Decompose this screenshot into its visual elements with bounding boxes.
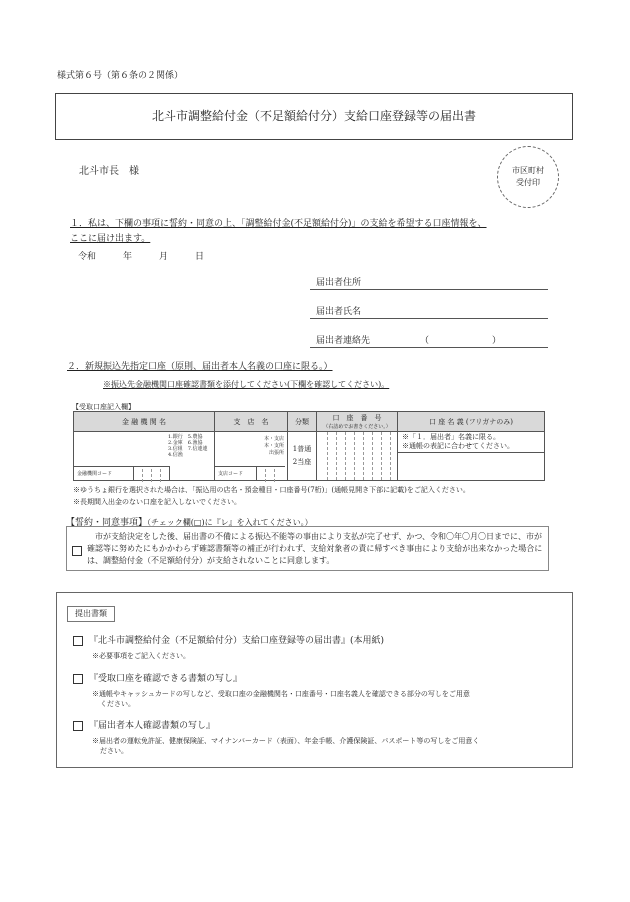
note-longterm: ※長期間入出金のない口座を記入しないでください。 xyxy=(73,498,241,506)
reception-seal xyxy=(497,146,559,208)
doc-item-1 xyxy=(73,633,384,646)
header-bank: 金 融 機 関 名 xyxy=(74,412,215,432)
header-number xyxy=(317,412,398,432)
doc-note-cont: ださい。 xyxy=(100,747,128,755)
doc-title: 『受取口座を確認できる書類の写し』 xyxy=(89,674,243,684)
pledge-title: 【誓約・同意事項】 xyxy=(66,518,148,528)
account-box-label: 【受取口座記入欄】 xyxy=(72,403,135,411)
section-1-text xyxy=(70,216,570,244)
bank-types: 1.銀行 5.農協 2.金庫 6.漁協 3.信組 7.信連連 4.信漁 xyxy=(168,434,208,458)
contact-line[interactable] xyxy=(310,347,548,348)
doc-item-2 xyxy=(73,671,242,684)
holder-notes xyxy=(398,432,544,453)
addressee: 北斗市長 様 xyxy=(79,166,139,177)
doc-title: 『届出者本人確認書類の写し』 xyxy=(89,721,216,731)
header-holder: 口 座 名 義 (フリガナのみ) xyxy=(398,412,545,432)
section-1-line: ここに届け出ます。 xyxy=(70,234,151,244)
branch-code-input[interactable] xyxy=(257,466,285,480)
doc-note: ※届出者の運転免許証、健康保険証、マイナンバーカード（表面）、年金手帳、介護保険証、パスポート等の写しをご用意く xyxy=(92,737,480,745)
doc-2-checkbox[interactable] xyxy=(73,674,83,684)
contact-label: 届出者連絡先 xyxy=(316,336,371,346)
section-1-line: １．私は、下欄の事項に誓約・同意の上、「調整給付金(不足額給付分)」の支給を希望する口座情報を、 xyxy=(70,219,487,229)
header-number-sub: （右詰めでお書きください。） xyxy=(323,424,391,430)
branch-cell[interactable] xyxy=(215,432,288,481)
pledge-line: 市が支給決定をした後、届出書の不備による振込不能等の事由により支払が完了せず、かつ、令和〇年〇月〇日までに、市が xyxy=(95,532,543,541)
header-branch: 支 店 名 xyxy=(215,412,288,432)
section-2-title: ２．新規振込先指定口座（原則、届出者本人名義の口座に限る。） xyxy=(67,362,333,372)
type-option-2[interactable]: 2当座 xyxy=(292,458,312,466)
type-option-1[interactable]: 1普通 xyxy=(292,445,312,453)
pledge-box xyxy=(66,526,549,571)
date-field[interactable]: 令和 年 月 日 xyxy=(78,252,205,262)
pledge-line: 確認等に努めたにもかかわらず確認書類等の補正が行われず、支給対象者の責に帰すべき事由により支給が出来なかった場合に xyxy=(87,544,543,553)
seal-label: 市区町村 xyxy=(512,166,544,175)
page-title: 北斗市調整給付金（不足額給付分）支給口座登録等の届出書 xyxy=(151,109,476,123)
doc-note: ※通帳やキャッシュカードの写しなど、受取口座の金融機関名・口座番号・口座名義人を確認できる部分の写しをご用意 xyxy=(92,690,470,698)
pledge-text xyxy=(87,531,542,567)
bank-cell[interactable] xyxy=(74,432,215,481)
pledge-checkbox[interactable] xyxy=(72,546,82,556)
header-type: 分類 xyxy=(288,412,317,432)
note-yucho: ※ゆうちょ銀行を選択された場合は、「振込用の店名・預金種目・口座番号(7桁)」(通帳見開き下部に記載)をご記入ください。 xyxy=(73,486,470,494)
doc-note: ※必要事項をご記入ください。 xyxy=(92,652,190,660)
branch-code-label: 支店コード xyxy=(215,466,257,480)
branch-types: 本・支店 本・支所 出張所 xyxy=(263,436,284,456)
title-box xyxy=(55,93,573,140)
address-line[interactable] xyxy=(310,289,548,290)
doc-title: 『北斗市調整給付金（不足額給付分）支給口座登録等の届出書』(本用紙) xyxy=(89,636,385,646)
name-label: 届出者氏名 xyxy=(316,307,362,317)
contact-paren: （ ） xyxy=(420,336,502,346)
seal-label: 受付印 xyxy=(516,178,540,187)
documents-box xyxy=(56,592,573,768)
name-line[interactable] xyxy=(310,318,548,319)
section-2-note: ※振込先金融機関口座確認書類を添付してください(下欄を確認してください)。 xyxy=(103,380,390,389)
pledge-hint: （チェック欄(□)に『レ』を入れてください。） xyxy=(147,518,313,527)
holder-note: ※通帳の表記に合わせてください。 xyxy=(402,442,514,450)
doc-1-checkbox[interactable] xyxy=(73,636,83,646)
account-number-input[interactable] xyxy=(317,432,398,481)
type-cell[interactable] xyxy=(288,432,317,481)
bank-code-input[interactable] xyxy=(134,466,170,480)
holder-cell[interactable] xyxy=(398,432,545,481)
bank-code-label: 金融機関コード xyxy=(74,466,134,480)
address-label: 届出者住所 xyxy=(316,278,362,288)
form-number: 様式第６号（第６条の２関係） xyxy=(57,71,184,81)
documents-label: 提出書類 xyxy=(67,606,115,622)
doc-note-cont: ください。 xyxy=(100,700,135,708)
pledge-line: は、調整給付金（不足額給付分）が支給されないことに同意します。 xyxy=(87,556,335,565)
account-table xyxy=(73,411,545,481)
doc-3-checkbox[interactable] xyxy=(73,721,83,731)
doc-item-3 xyxy=(73,718,215,731)
header-number-label: 口 座 番 号 xyxy=(332,414,382,422)
holder-note: ※「１．届出者」名義に限る。 xyxy=(402,433,500,441)
